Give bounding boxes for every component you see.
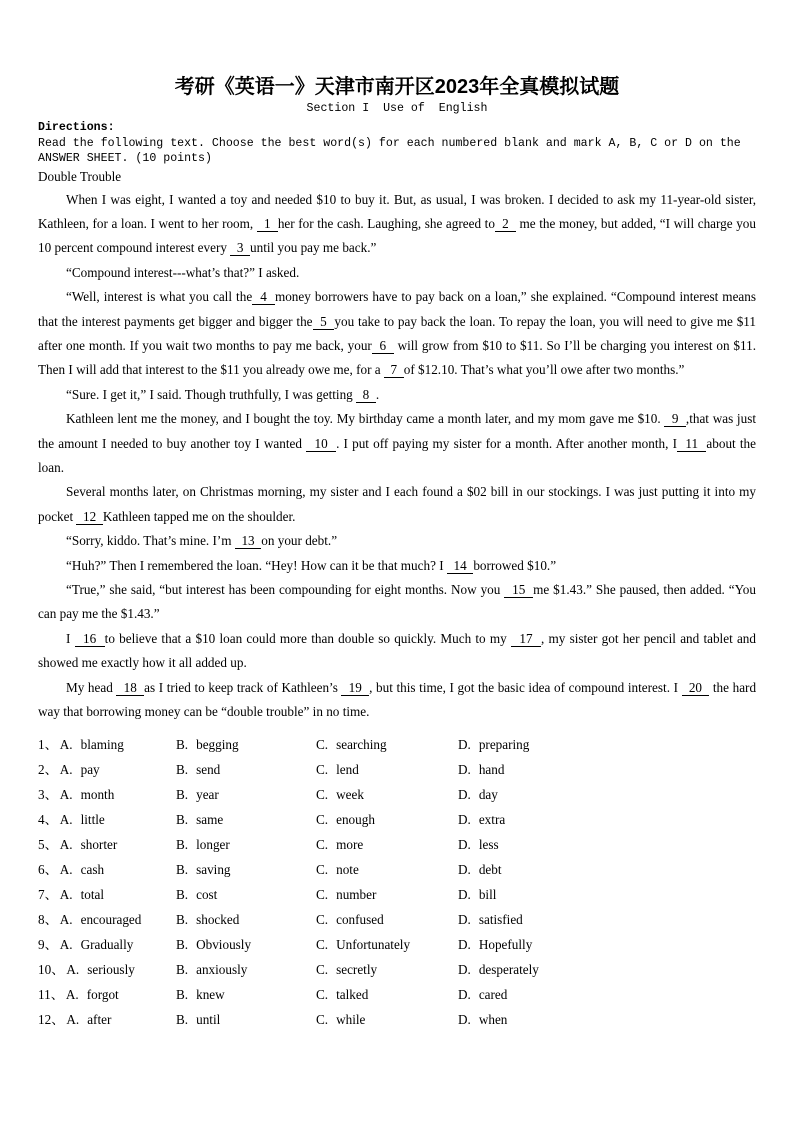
option-letter: D. xyxy=(458,1012,471,1028)
option-word: satisfied xyxy=(478,912,523,928)
option-1-B xyxy=(176,732,316,757)
option-row-11 xyxy=(38,982,756,1007)
option-10-C xyxy=(316,957,458,982)
blank-11: 11 xyxy=(676,435,707,451)
option-letter: A. xyxy=(59,937,73,953)
option-word: searching xyxy=(336,737,387,753)
blank-1: 1 xyxy=(256,215,278,231)
option-4-B xyxy=(176,807,316,832)
blank-8: 8 xyxy=(356,386,376,402)
option-row-3 xyxy=(38,782,756,807)
option-letter: D. xyxy=(458,912,471,928)
option-9-B xyxy=(176,932,316,957)
option-letter: C. xyxy=(316,737,329,753)
option-12-D xyxy=(458,1007,756,1032)
option-4-A xyxy=(38,807,176,832)
option-word: number xyxy=(336,887,377,903)
option-letter: B. xyxy=(176,987,189,1003)
option-letter: B. xyxy=(176,937,189,953)
option-word: Obviously xyxy=(196,937,252,953)
option-letter: D. xyxy=(458,812,471,828)
blank-15: 15 xyxy=(504,582,534,597)
option-number: 9、 xyxy=(38,937,58,953)
option-11-A xyxy=(38,982,176,1007)
option-letter: D. xyxy=(458,737,471,753)
option-1-D xyxy=(458,732,756,757)
option-8-C xyxy=(316,907,458,932)
passage-paragraph: “Huh?” Then I remembered the loan. “Hey! How can it be that much? I 14 borrowed $10.” xyxy=(66,557,557,573)
option-3-D xyxy=(458,782,756,807)
option-7-B xyxy=(176,882,316,907)
blank-3: 3 xyxy=(230,240,251,256)
option-9-A xyxy=(38,932,176,957)
option-4-C xyxy=(316,807,458,832)
option-word: talked xyxy=(336,987,369,1003)
option-row-8 xyxy=(38,907,756,932)
blank-7: 7 xyxy=(383,362,404,378)
option-word: shocked xyxy=(196,912,240,928)
option-letter: C. xyxy=(316,1012,329,1028)
passage-paragraph: I 16 to believe that a $10 loan could more than double so quickly. Much to my 17 , my sister got her pencil and tablet and showed me exactly how it all added up. xyxy=(38,630,756,671)
option-letter: D. xyxy=(458,762,471,778)
option-row-12 xyxy=(38,1007,756,1032)
blank-18: 18 xyxy=(116,679,145,695)
option-letter: A. xyxy=(59,887,73,903)
option-3-B xyxy=(176,782,316,807)
option-word: extra xyxy=(478,812,506,828)
option-row-7 xyxy=(38,882,756,907)
option-5-B xyxy=(176,832,316,857)
option-letter: A. xyxy=(66,1012,80,1028)
option-word: when xyxy=(478,1012,508,1028)
blank-17: 17 xyxy=(510,630,541,646)
option-number: 3、 xyxy=(38,787,58,803)
option-letter: B. xyxy=(176,837,189,853)
directions-text: Read the following text. Choose the best word(s) for each numbered blank and mark A, B, C or D on the ANSWER SHEET. (10 points) xyxy=(38,136,741,165)
option-5-C xyxy=(316,832,458,857)
option-1-C xyxy=(316,732,458,757)
option-letter: A. xyxy=(59,787,73,803)
option-letter: D. xyxy=(458,837,471,853)
option-word: total xyxy=(80,887,105,903)
option-letter: B. xyxy=(176,812,189,828)
option-number: 2、 xyxy=(38,762,58,778)
passage-paragraph: “True,” she said, “but interest has been compounding for eight months. Now you 15 me $1.43.” She paused, then added. “You can pay me the $1.43.” xyxy=(38,582,756,622)
option-letter: D. xyxy=(458,887,471,903)
option-2-D xyxy=(458,757,756,782)
passage-paragraph: “Compound interest---what’s that?” I asked. xyxy=(66,264,300,280)
passage-paragraph: When I was eight, I wanted a toy and needed $10 to buy it. But, as usual, I was broken. I decided to ask my 11-year-old sister, Kathleen, for a loan. I went to her room, 1 her for the cash. Laughing, she agreed to 2 me the money, but added, “I will charge you 10 percent compound interest every 3 until you pay me back.” xyxy=(38,191,756,256)
option-word: bill xyxy=(478,887,497,903)
option-10-B xyxy=(176,957,316,982)
blank-9: 9 xyxy=(664,411,686,427)
options-list xyxy=(38,732,756,1032)
option-letter: B. xyxy=(176,762,189,778)
option-3-C xyxy=(316,782,458,807)
option-word: secretly xyxy=(336,962,378,978)
option-word: shorter xyxy=(80,837,118,853)
option-word: Hopefully xyxy=(478,937,533,953)
option-letter: A. xyxy=(59,812,73,828)
option-word: after xyxy=(87,1012,112,1028)
blank-16: 16 xyxy=(74,630,105,646)
option-12-C xyxy=(316,1007,458,1032)
blank-19: 19 xyxy=(341,679,370,695)
option-number: 6、 xyxy=(38,862,58,878)
option-letter: B. xyxy=(176,887,189,903)
option-word: week xyxy=(336,787,364,803)
option-word: seriously xyxy=(87,962,135,978)
option-6-D xyxy=(458,857,756,882)
option-5-D xyxy=(458,832,756,857)
option-word: desperately xyxy=(478,962,539,978)
option-word: cost xyxy=(196,887,218,903)
option-number: 10、 xyxy=(38,962,65,978)
option-8-A xyxy=(38,907,176,932)
option-letter: A. xyxy=(59,912,73,928)
option-row-2 xyxy=(38,757,756,782)
option-word: knew xyxy=(196,987,225,1003)
option-word: while xyxy=(336,1012,366,1028)
option-7-D xyxy=(458,882,756,907)
option-letter: B. xyxy=(176,962,189,978)
passage-paragraph: Several months later, on Christmas morning, my sister and I each found a $02 bill in our stockings. I was just putting it into my pocket 12 Kathleen tapped me on the shoulder. xyxy=(38,484,756,524)
option-word: note xyxy=(336,862,359,878)
passage-paragraph: “Well, interest is what you call the 4 money borrowers have to pay back on a loan,” she explained. “Compound interest means that the interest payments get bigger and bigger the 5 you take to pay back the loan. To repay the loan, you will need to give me $11 after one month. If you wait two months to pay me back, your 6 will grow from $10 to $11. So I’ll be charging you interest on $11. Then I will add that interest to the $11 you already owe me, for a 7 of $12.10. That’s what you’ll owe after two months.” xyxy=(38,289,757,378)
option-word: same xyxy=(196,812,224,828)
option-letter: B. xyxy=(176,862,189,878)
blank-12: 12 xyxy=(76,508,103,524)
blank-20: 20 xyxy=(681,679,710,695)
option-letter: A. xyxy=(59,837,73,853)
option-word: hand xyxy=(478,762,505,778)
option-word: forgot xyxy=(86,987,119,1003)
blank-13: 13 xyxy=(234,533,262,549)
option-word: Unfortunately xyxy=(336,937,411,953)
option-letter: C. xyxy=(316,762,329,778)
blank-6: 6 xyxy=(371,337,394,353)
option-8-B xyxy=(176,907,316,932)
option-word: saving xyxy=(196,862,231,878)
passage xyxy=(38,188,756,725)
option-2-A xyxy=(38,757,176,782)
option-letter: A. xyxy=(59,762,73,778)
option-letter: C. xyxy=(316,812,329,828)
option-word: cared xyxy=(478,987,508,1003)
option-5-A xyxy=(38,832,176,857)
option-word: enough xyxy=(336,812,375,828)
passage-paragraph: “Sure. I get it,” I said. Though truthfully, I was getting 8 . xyxy=(66,386,380,402)
option-row-1 xyxy=(38,732,756,757)
option-word: longer xyxy=(196,837,230,853)
option-word: month xyxy=(80,787,115,803)
page-title: 考研《英语一》天津市南开区2023年全真模拟试题 xyxy=(174,76,620,98)
option-letter: D. xyxy=(458,987,471,1003)
option-letter: C. xyxy=(316,862,329,878)
option-10-A xyxy=(38,957,176,982)
option-letter: C. xyxy=(316,787,329,803)
option-letter: C. xyxy=(316,887,329,903)
option-row-10 xyxy=(38,957,756,982)
option-word: less xyxy=(478,837,499,853)
option-word: blaming xyxy=(80,737,124,753)
option-letter: A. xyxy=(66,962,80,978)
option-12-B xyxy=(176,1007,316,1032)
passage-title: Double Trouble xyxy=(38,168,122,184)
option-1-A xyxy=(38,732,176,757)
option-6-B xyxy=(176,857,316,882)
option-word: pay xyxy=(80,762,100,778)
option-11-C xyxy=(316,982,458,1007)
option-2-B xyxy=(176,757,316,782)
option-letter: C. xyxy=(316,912,329,928)
option-word: send xyxy=(196,762,221,778)
option-3-A xyxy=(38,782,176,807)
option-word: debt xyxy=(478,862,502,878)
option-row-5 xyxy=(38,832,756,857)
option-letter: B. xyxy=(176,912,189,928)
blank-10: 10 xyxy=(306,435,337,451)
option-number: 7、 xyxy=(38,887,58,903)
option-letter: D. xyxy=(458,787,471,803)
option-word: lend xyxy=(336,762,359,778)
option-letter: A. xyxy=(59,862,73,878)
option-9-C xyxy=(316,932,458,957)
blank-4: 4 xyxy=(252,289,275,305)
option-word: cash xyxy=(80,862,105,878)
option-letter: A. xyxy=(65,987,79,1003)
blank-5: 5 xyxy=(312,313,335,329)
section-heading: Section I Use of English xyxy=(306,102,488,115)
option-7-C xyxy=(316,882,458,907)
option-11-B xyxy=(176,982,316,1007)
option-letter: D. xyxy=(458,962,471,978)
option-word: more xyxy=(336,837,364,853)
option-9-D xyxy=(458,932,756,957)
option-letter: C. xyxy=(316,987,329,1003)
option-word: day xyxy=(478,787,498,803)
option-letter: A. xyxy=(59,737,73,753)
passage-paragraph: My head 18 as I tried to keep track of Kathleen’s 19 , but this time, I got the basic idea of compound interest. I 20 the hard way that borrowing money can be “double trouble” in no time. xyxy=(38,679,757,720)
option-number: 5、 xyxy=(38,837,58,853)
passage-paragraph: “Sorry, kiddo. That’s mine. I’m 13 on your debt.” xyxy=(66,533,338,549)
option-letter: C. xyxy=(316,937,329,953)
option-word: little xyxy=(80,812,105,828)
option-letter: C. xyxy=(316,837,329,853)
option-8-D xyxy=(458,907,756,932)
option-word: begging xyxy=(196,737,239,753)
option-letter: D. xyxy=(458,862,471,878)
option-6-C xyxy=(316,857,458,882)
option-letter: D. xyxy=(458,937,471,953)
option-letter: B. xyxy=(176,737,189,753)
passage-paragraph: Kathleen lent me the money, and I bought the toy. My birthday came a month later, and my mom gave me $10. 9 ,that was just the amount I needed to buy another toy I wanted 10 . I put off paying my sister for a month. After another month, I 11 about the loan. xyxy=(38,411,756,475)
option-word: until xyxy=(196,1012,221,1028)
option-word: confused xyxy=(336,912,384,928)
option-10-D xyxy=(458,957,756,982)
option-word: year xyxy=(196,787,219,803)
option-word: preparing xyxy=(478,737,530,753)
option-2-C xyxy=(316,757,458,782)
option-number: 1、 xyxy=(38,737,58,753)
option-7-A xyxy=(38,882,176,907)
option-4-D xyxy=(458,807,756,832)
option-12-A xyxy=(38,1007,176,1032)
option-word: Gradually xyxy=(80,937,134,953)
option-word: anxiously xyxy=(196,962,248,978)
option-letter: B. xyxy=(176,787,189,803)
option-row-6 xyxy=(38,857,756,882)
option-row-4 xyxy=(38,807,756,832)
option-row-9 xyxy=(38,932,756,957)
option-number: 4、 xyxy=(38,812,58,828)
option-word: encouraged xyxy=(80,912,142,928)
option-number: 11、 xyxy=(38,987,64,1003)
option-6-A xyxy=(38,857,176,882)
option-number: 8、 xyxy=(38,912,58,928)
option-letter: C. xyxy=(316,962,329,978)
blank-2: 2 xyxy=(494,215,516,231)
blank-14: 14 xyxy=(446,557,474,573)
option-11-D xyxy=(458,982,756,1007)
option-letter: B. xyxy=(176,1012,189,1028)
directions-label: Directions: xyxy=(38,121,115,134)
option-number: 12、 xyxy=(38,1012,65,1028)
